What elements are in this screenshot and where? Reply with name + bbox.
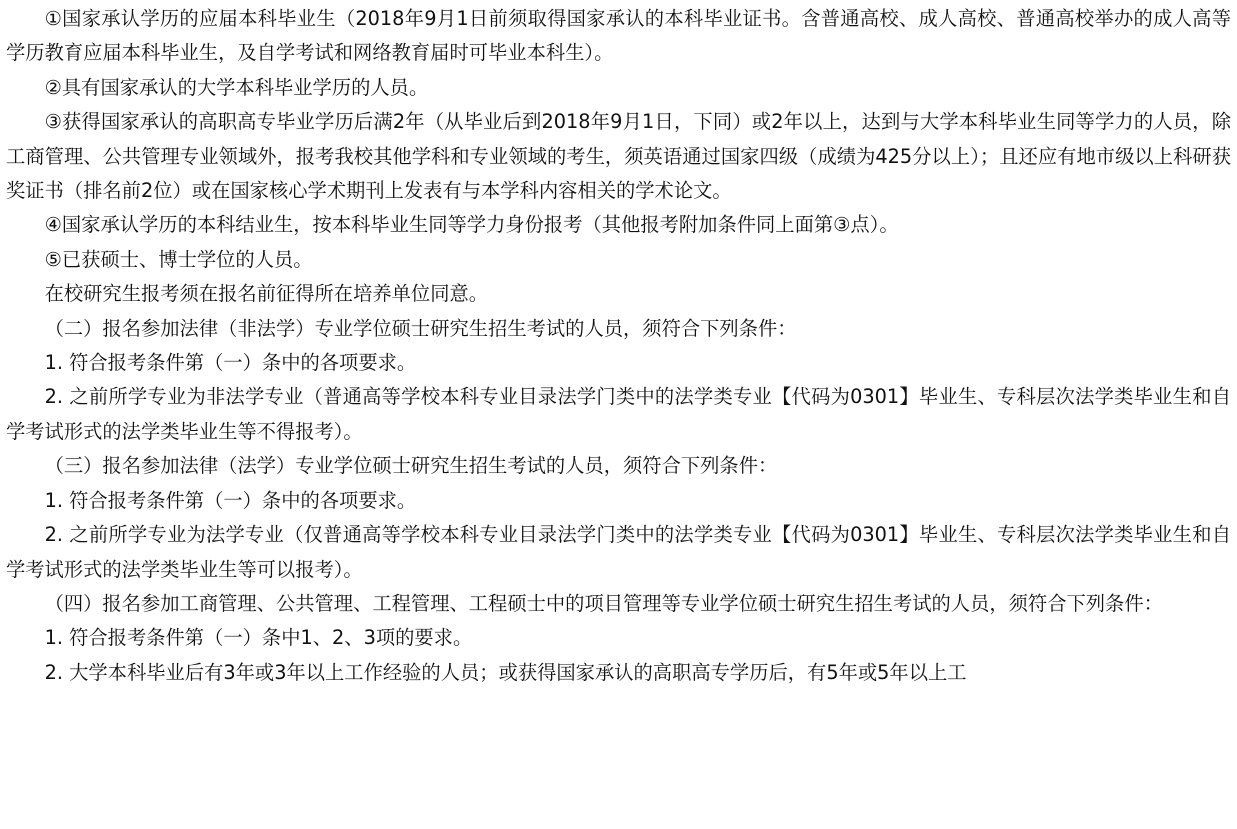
section-heading-3: （三）报名参加法律（法学）专业学位硕士研究生招生考试的人员，须符合下列条件： xyxy=(44,454,778,478)
section-2-item-2: 2. 之前所学专业为非法学专业（普通高等学校本科专业目录法学门类中的法学类专业【代码为0301】毕业生、专科层次法学类毕业生和自学考试形式的法学类毕业生等不得报考）。 xyxy=(6,385,1231,443)
section-4-item-1: 1. 符合报考条件第（一）条中1、2、3项的要求。 xyxy=(44,626,473,650)
paragraph-condition-2: ②具有国家承认的大学本科毕业学历的人员。 xyxy=(44,75,429,99)
paragraph-current-students-note: 在校研究生报考须在报名前征得所在培养单位同意。 xyxy=(44,282,489,306)
section-3-item-1: 1. 符合报考条件第（一）条中的各项要求。 xyxy=(44,488,417,512)
section-heading-4: （四）报名参加工商管理、公共管理、工程管理、工程硕士中的项目管理等专业学位硕士研究生招生考试的人员，须符合下列条件： xyxy=(44,591,1163,615)
paragraph-condition-3: ③获得国家承认的高职高专毕业学历后满2年（从毕业后到2018年9月1日，下同）或2年以上，达到与大学本科毕业生同等学力的人员，除工商管理、公共管理专业领域外，报考我校其他学科和专业领域的考生，须英语通过国家四级（成绩为425分以上）；且还应有地市级以上科研获奖证书（排名前2位）或在国家核心学术期刊上发表有与本学科内容相关的学术论文。 xyxy=(6,110,1231,203)
section-3-item-2: 2. 之前所学专业为法学专业（仅普通高等学校本科专业目录法学门类中的法学类专业【代码为0301】毕业生、专科层次法学类毕业生和自学考试形式的法学类毕业生等可以报考）。 xyxy=(6,523,1231,581)
paragraph-condition-5: ⑤已获硕士、博士学位的人员。 xyxy=(44,247,313,271)
section-4-item-2: 2. 大学本科毕业后有3年或3年以上工作经验的人员；或获得国家承认的高职高专学历后，有5年或5年以上工 xyxy=(44,660,967,684)
section-heading-2: （二）报名参加法律（非法学）专业学位硕士研究生招生考试的人员，须符合下列条件： xyxy=(44,316,797,340)
section-2-item-1: 1. 符合报考条件第（一）条中的各项要求。 xyxy=(44,351,417,375)
paragraph-condition-4: ④国家承认学历的本科结业生，按本科毕业生同等学力身份报考（其他报考附加条件同上面第③点）。 xyxy=(44,213,899,237)
paragraph-condition-1: ①国家承认学历的应届本科毕业生（2018年9月1日前须取得国家承认的本科毕业证书。含普通高校、成人高校、普通高校举办的成人高等学历教育应届本科毕业生，及自学考试和网络教育届时可毕业本科生）。 xyxy=(6,7,1231,65)
